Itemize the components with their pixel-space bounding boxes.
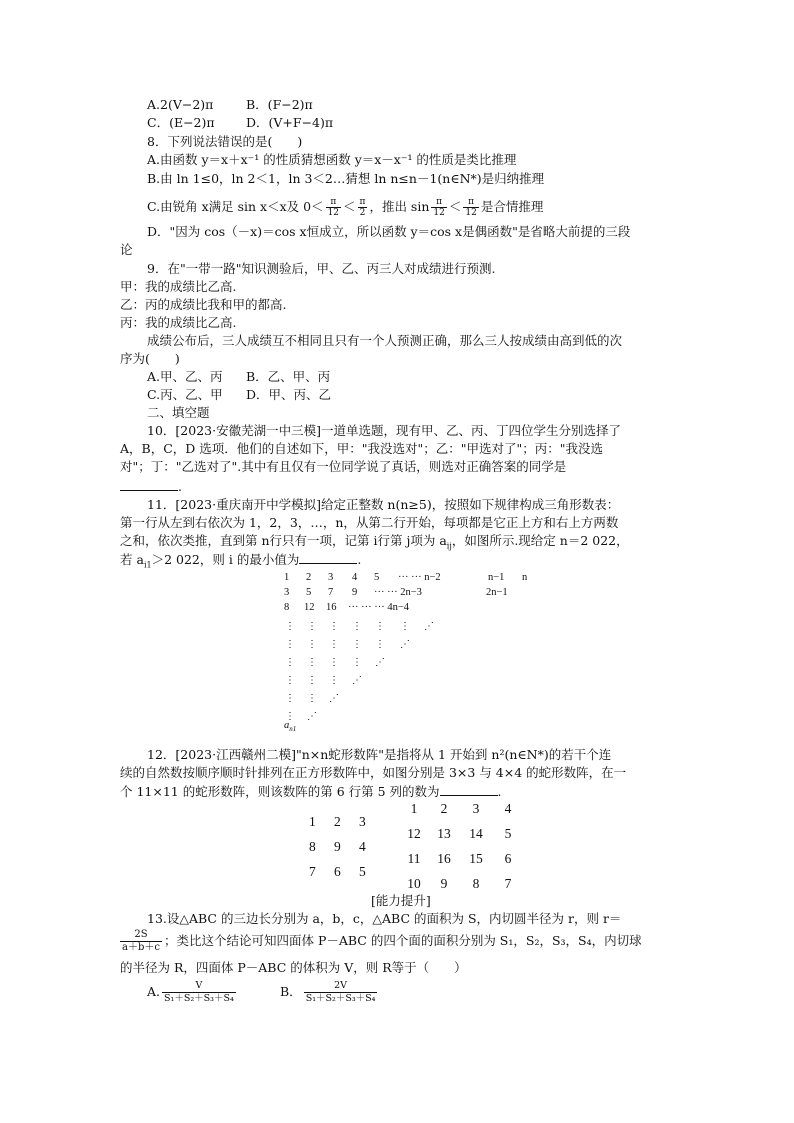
q9-condition-cont: 序为( ) (120, 351, 180, 366)
q9-statement-yi: 乙：丙的成绩比我和甲的都高. (120, 297, 287, 312)
q9-statement-bing: 丙：我的成绩比乙高. (120, 315, 237, 330)
q10-line2: A，B，C，D 选项．他们的自述如下，甲："我没选对"；乙："甲选对了"；丙："我没选 (120, 441, 604, 456)
fraction-pi-2 (358, 197, 368, 218)
answer-blank[interactable] (120, 478, 178, 491)
q10-line4 (120, 478, 182, 495)
q8-option-d-line1: D．"因为 cos（－x)＝cos x恒成立，所以函数 y＝cos x是偶函数"是省略大前提的三段 (147, 224, 631, 239)
fraction-pi-12 (431, 197, 446, 218)
table-cell-an1 (284, 720, 296, 733)
ellipsis-column: ⋮ ⋮ ⋮ ⋮ ⋮ ⋰ (307, 621, 317, 722)
matrix-cell: 2 (440, 801, 448, 816)
table-cell: 3 (328, 572, 334, 583)
matrix-cell: 9 (334, 839, 341, 854)
fraction-denominator: S₁＋S₂＋S₃＋S₄ (305, 993, 376, 1004)
q10-period: . (178, 479, 182, 494)
fraction-numerator: V (162, 980, 236, 993)
q9-condition: 成绩公布后，三人成绩互不相同且只有一个人预测正确，那么三人按成绩由高到低的次 (147, 333, 623, 348)
matrix-cell: 10 (407, 876, 421, 891)
matrix-cell: 1 (410, 801, 418, 816)
matrix-cell: 5 (504, 826, 512, 841)
ellipsis-column: ⋮ ⋮ ⋮ ⋮ ⋰ (329, 621, 339, 704)
q12-line1: 12．[2023·江西赣州二模]"n×n蛇形数阵"是指将从 1 开始到 n²(n∈N*)的若干个连 (147, 747, 612, 762)
q9-option-b: B．乙、甲、丙 (246, 369, 331, 384)
q8-option-d-line2: 论 (120, 242, 133, 257)
q8-option-c-prefix: C.由锐角 x满足 sin x＜x及 0＜ (147, 199, 324, 214)
matrix-cell: 7 (504, 876, 512, 891)
matrix-cell: 16 (437, 851, 451, 866)
fraction-denominator: a＋b＋c (122, 942, 160, 953)
ellipsis-column: ⋮ ⋮ ⋮ ⋮ ⋮ ⋮ (285, 621, 295, 722)
matrix-cell: 6 (504, 851, 512, 866)
q8-option-a: A.由函数 y＝x＋x⁻¹ 的性质猜想函数 y＝x－x⁻¹ 的性质是类比推理 (147, 152, 517, 167)
q9-stem: 9．在"一带一路"知识测验后，甲、乙、丙三人对成绩进行预测. (147, 261, 496, 276)
subscript: ij (446, 541, 452, 551)
fraction-pi-12 (326, 197, 341, 218)
ellipsis-column: ⋮ ⋮ ⋮ ⋰ (352, 621, 362, 686)
q13-line2-text: ；类比这个结论可知四面体 P－ABC 的四个面的面积分别为 S₁，S₂，S₃，S₄，内切球 (163, 933, 642, 948)
q12-line3 (120, 783, 502, 800)
table-cell: ··· ··· ··· 4n−4 (348, 602, 410, 613)
table-cell: 12 (304, 602, 315, 613)
matrix-cell: 12 (407, 826, 421, 841)
q13-line1: 13.设△ABC 的三边长分别为 a，b，c，△ABC 的面积为 S，内切圆半径为 r，则 r＝ (147, 911, 622, 926)
section-fill-in: 二、填空题 (147, 405, 210, 420)
matrix-cell: 2 (334, 814, 341, 829)
q8-option-c-suffix: 是合情推理 (480, 199, 544, 214)
q9-option-a: A.甲、乙、丙 (147, 369, 223, 384)
q11-line4-text: 若 a (120, 552, 144, 567)
q11-line3-tail: ，如图所示.现给定 n＝2 022， (451, 533, 629, 548)
fraction-denominator: 12 (465, 208, 477, 218)
table-cell: 1 (284, 572, 290, 583)
fraction-denominator: 12 (433, 208, 445, 218)
q7-option-d: D．(V+F−4)π (246, 115, 334, 130)
matrix-cell: 11 (407, 851, 421, 866)
q12-line3-text: 个 11×11 的蛇形数阵，则该数阵的第 6 行第 5 列的数为 (120, 784, 440, 799)
section-ability-improvement: [能力提升] (371, 893, 431, 908)
q13-option-a (147, 980, 238, 1005)
q9-statement-jia: 甲：我的成绩比乙高. (120, 279, 237, 294)
table-cell: 9 (352, 587, 358, 598)
answer-blank[interactable] (299, 551, 357, 564)
q13-line3: 的半径为 R，四面体 P－ABC 的体积为 V，则 R等于（ ） (120, 960, 467, 975)
matrix-cell: 3 (359, 814, 366, 829)
q7-option-c: C．(E−2)π (147, 115, 215, 130)
table-cell: 4 (352, 572, 358, 583)
q11-line2: 第一行从左到右依次为 1，2，3，…，n，从第二行开始，每项都是它正上方和右上方两数 (120, 515, 619, 530)
q8-option-c (147, 197, 543, 218)
matrix-cell: 13 (437, 826, 451, 841)
matrix-cell: 9 (440, 876, 448, 891)
fraction-numerator: π (431, 197, 446, 208)
q11-line1: 11．[2023·重庆南开中学模拟]给定正整数 n(n≥5)，按照如下规律构成三角形数表： (147, 497, 620, 512)
less-than: ＜ (448, 199, 462, 214)
ellipsis-column: ⋰ (424, 621, 434, 632)
table-cell: ··· ··· n−2 (398, 572, 441, 583)
q13-option-a-label: A. (147, 984, 161, 999)
table-cell: n−1 (488, 572, 505, 583)
table-cell: 2n−1 (486, 587, 508, 598)
matrix-cell: 5 (359, 864, 366, 879)
q7-option-b: B．(F−2)π (246, 97, 313, 112)
q11-line4-mid: ＞2 022，则 i 的最小值为 (151, 552, 300, 567)
q8-stem: 8．下列说法错误的是( ) (147, 134, 303, 149)
matrix-cell: 15 (469, 851, 483, 866)
matrix-cell: 14 (469, 826, 483, 841)
q13-line2 (120, 929, 642, 954)
matrix-cell: 4 (504, 801, 512, 816)
fraction-numerator: 2V (304, 980, 378, 993)
fraction-numerator: π (463, 197, 478, 208)
less-than: ＜ (343, 199, 356, 214)
fraction-option-a (162, 980, 236, 1005)
matrix-cell: 1 (309, 814, 316, 829)
matrix-cell: 6 (334, 864, 341, 879)
table-cell: 2 (306, 572, 312, 583)
table-cell: n (522, 572, 528, 583)
q12-line2: 续的自然数按顺序顺时针排列在正方形数阵中，如图分别是 3×3 与 4×4 的蛇形数阵，在一 (120, 765, 627, 780)
q13-option-b (280, 980, 379, 1005)
fraction-pi-12 (463, 197, 478, 218)
matrix-cell: 8 (472, 876, 480, 891)
q10-line1: 10．[2023·安徽芜湖一中三模]一道单选题，现有甲、乙、丙、丁四位学生分别选择了 (147, 423, 621, 438)
q12-period: . (497, 784, 502, 799)
table-cell: 5 (306, 587, 312, 598)
table-cell: ··· ··· 2n−3 (374, 587, 422, 598)
matrix-cell: 4 (359, 839, 366, 854)
matrix-cell: 7 (309, 864, 316, 879)
ellipsis-column: ⋮ ⋮ ⋰ (375, 621, 385, 668)
table-cell: 7 (328, 587, 334, 598)
fraction-denominator: S₁＋S₂＋S₃＋S₄ (164, 993, 234, 1004)
q11-line3-text: 之和，依次类推，直到第 n行只有一项，记第 i行第 j项为 a (120, 533, 447, 548)
fraction-option-b (304, 980, 378, 1005)
table-cell: 5 (374, 572, 380, 583)
matrix-cell: 3 (472, 801, 480, 816)
matrix-cell: 8 (309, 839, 316, 854)
q9-option-d: D．甲、丙、乙 (246, 387, 332, 402)
table-cell: 16 (326, 602, 337, 613)
subscript: i1 (143, 560, 152, 570)
fraction-numerator: 2S (120, 929, 162, 942)
q10-line3: 对"；丁："乙选对了".其中有且仅有一位同学说了真话，则选对正确答案的同学是 (120, 459, 567, 474)
q8-option-c-mid: ，推出 sin (369, 199, 430, 214)
q13-option-b-label: B． (280, 984, 302, 999)
q11-line4 (120, 551, 361, 574)
subscript: n1 (289, 725, 297, 734)
q7-option-a: A.2(V−2)π (147, 97, 214, 112)
fraction-denominator: 12 (327, 208, 340, 218)
q9-option-c: C.丙、乙、甲 (147, 387, 223, 402)
table-cell: 3 (284, 587, 290, 598)
q8-option-b: B.由 ln 1≤0，ln 2＜1，ln 3＜2…猜想 ln n≤n－1(n∈N*)是归纳推理 (147, 171, 545, 186)
fraction-denominator: 2 (359, 208, 366, 218)
table-cell: 8 (284, 602, 290, 613)
fraction-numerator: π (359, 197, 366, 207)
answer-blank[interactable] (440, 783, 498, 796)
ellipsis-column: ⋮ ⋰ (400, 621, 410, 650)
fraction-2s-over-perimeter (120, 929, 162, 954)
fraction-numerator: π (326, 197, 341, 208)
a-n1-label: a (284, 720, 290, 731)
q11-period: . (357, 552, 362, 567)
